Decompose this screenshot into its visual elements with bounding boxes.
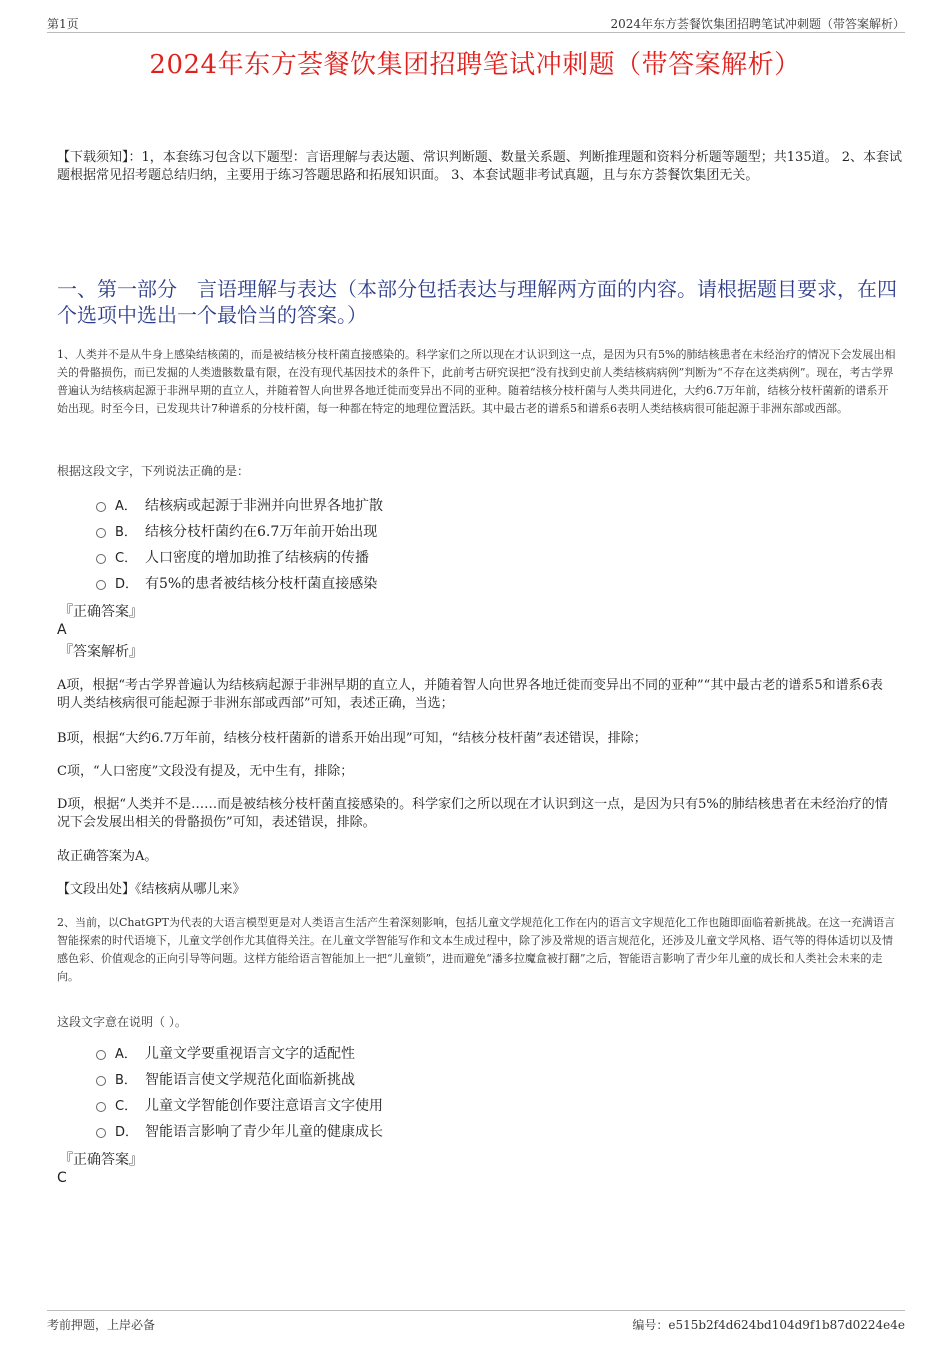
radio-icon[interactable] xyxy=(96,1050,106,1060)
section-title: 一、第一部分 言语理解与表达（本部分包括表达与理解两方面的内容。请根据题目要求，在四个选项中选出一个最恰当的答案。） xyxy=(57,277,897,327)
radio-icon[interactable] xyxy=(96,554,106,564)
radio-icon[interactable] xyxy=(96,502,106,512)
question-1-option-c[interactable]: C． 人口密度的增加助推了结核病的传播 xyxy=(96,548,369,568)
question-2-option-a[interactable]: A． 儿童文学要重视语言文字的适配性 xyxy=(96,1044,355,1064)
question-2-option-d[interactable]: D． 智能语言影响了青少年儿童的健康成长 xyxy=(96,1122,383,1142)
radio-icon[interactable] xyxy=(96,580,106,590)
analysis-item-d: D项，根据“人类并不是……而是被结核分枝杆菌直接感染的。科学家们之所以现在才认识到这一点，是因为只有5%的肺结核患者在未经治疗的情况下会发展出相关的骨骼损伤”可知，表述错误，排除。 xyxy=(57,797,888,830)
question-1-answer-label: 『正确答案』 xyxy=(59,604,143,620)
footer-serial: 编号：e515b2f4d624bd104d9f1b87d0224e4e xyxy=(632,1318,905,1332)
page-header xyxy=(47,12,905,33)
question-1-source: 【文段出处】《结核病从哪儿来》 xyxy=(57,882,246,897)
radio-icon[interactable] xyxy=(96,1128,106,1138)
question-2-answer-label: 『正确答案』 xyxy=(59,1152,143,1168)
question-2-answer: C xyxy=(57,1170,67,1186)
question-1-prompt: 根据这段文字，下列说法正确的是： xyxy=(57,464,250,478)
question-2-prompt: 这段文字意在说明（ ）。 xyxy=(57,1015,187,1029)
question-1-option-b[interactable]: B． 结核分枝杆菌约在6.7万年前开始出现 xyxy=(96,522,377,542)
question-1-option-d[interactable]: D． 有5%的患者被结核分枝杆菌直接感染 xyxy=(96,574,377,594)
header-doc-title: 2024年东方荟餐饮集团招聘笔试冲刺题（带答案解析） xyxy=(610,17,905,31)
question-2-option-c[interactable]: C． 儿童文学智能创作要注意语言文字使用 xyxy=(96,1096,383,1116)
question-1-option-a[interactable]: A． 结核病或起源于非洲并向世界各地扩散 xyxy=(96,496,383,516)
question-1-analysis-label: 『答案解析』 xyxy=(59,644,143,660)
radio-icon[interactable] xyxy=(96,1102,106,1112)
analysis-conclusion: 故正确答案为A。 xyxy=(57,849,158,864)
page-number: 第1页 xyxy=(47,17,79,31)
question-2-stem: 2、当前，以ChatGPT为代表的大语言模型更是对人类语言生活产生着深刻影响，包括儿童文学规范化工作在内的语言文字规范化工作也随即面临着新挑战。在这一充满语言智能探索的时代语境下，儿童文学创作尤其值得关注。在儿童文学智能写作和文本生成过程中，除了涉及常规的语言规范化，还涉及儿童文学风格、语气等的得体适切以及情感色彩、价值观念的正向引导等问题。这样方能给语言智能加上一把“儿童锁”，进而避免“潘多拉魔盒被打翻”之后，智能语言影响了青少年儿童的成长和人类社会未来的走向。 xyxy=(57,916,895,983)
analysis-item-b: B项，根据“大约6.7万年前，结核分枝杆菌新的谱系开始出现”可知，“结核分枝杆菌”表述错误，排除； xyxy=(57,731,647,746)
footer-slogan: 考前押题，上岸必备 xyxy=(47,1318,156,1332)
radio-icon[interactable] xyxy=(96,1076,106,1086)
page-title: 2024年东方荟餐饮集团招聘笔试冲刺题（带答案解析） xyxy=(149,50,801,80)
question-2-option-b[interactable]: B． 智能语言使文学规范化面临新挑战 xyxy=(96,1070,355,1090)
download-notice: 【下载须知】：1，本套练习包含以下题型：言语理解与表达题、常识判断题、数量关系题、判断推理题和资料分析题等题型；共135道。 2、本套试题根据常见招考题总结归纳，主要用于练习答题思路和拓展知识面。 3、本套试题非考试真题，且与东方荟餐饮集团无关。 xyxy=(57,150,902,183)
analysis-item-c: C项，“人口密度”文段没有提及，无中生有，排除； xyxy=(57,764,354,779)
page-footer xyxy=(47,1310,905,1337)
radio-icon[interactable] xyxy=(96,528,106,538)
question-1-answer: A xyxy=(57,622,67,638)
analysis-item-a: A项，根据“考古学界普遍认为结核病起源于非洲早期的直立人，并随着智人向世界各地迁徙而变异出不同的亚种”“其中最古老的谱系5和谱系6表明人类结核病很可能起源于非洲东部或西部”可知，表述正确，当选； xyxy=(57,678,883,711)
question-1-stem: 1、人类并不是从牛身上感染结核菌的，而是被结核分枝杆菌直接感染的。科学家们之所以现在才认识到这一点，是因为只有5%的肺结核患者在未经治疗的情况下会发展出相关的骨骼损伤，而已发掘的人类遗骸数量有限，在没有现代基因技术的条件下，此前考古研究误把“没有找到史前人类结核病病例”判断为“不存在这类病例”。现在，考古学界普遍认为结核病起源于非洲早期的直立人，并随着智人向世界各地迁徙而变异出不同的亚种。随着结核分枝杆菌与人类共同进化，大约6.7万年前，结核分枝杆菌新的谱系开始出现。时至今日，已发现共计7种谱系的分枝杆菌，每一种都在特定的地理位置活跃。其中最古老的谱系5和谱系6表明人类结核病很可能起源于非洲东部或西部。 xyxy=(57,348,896,415)
